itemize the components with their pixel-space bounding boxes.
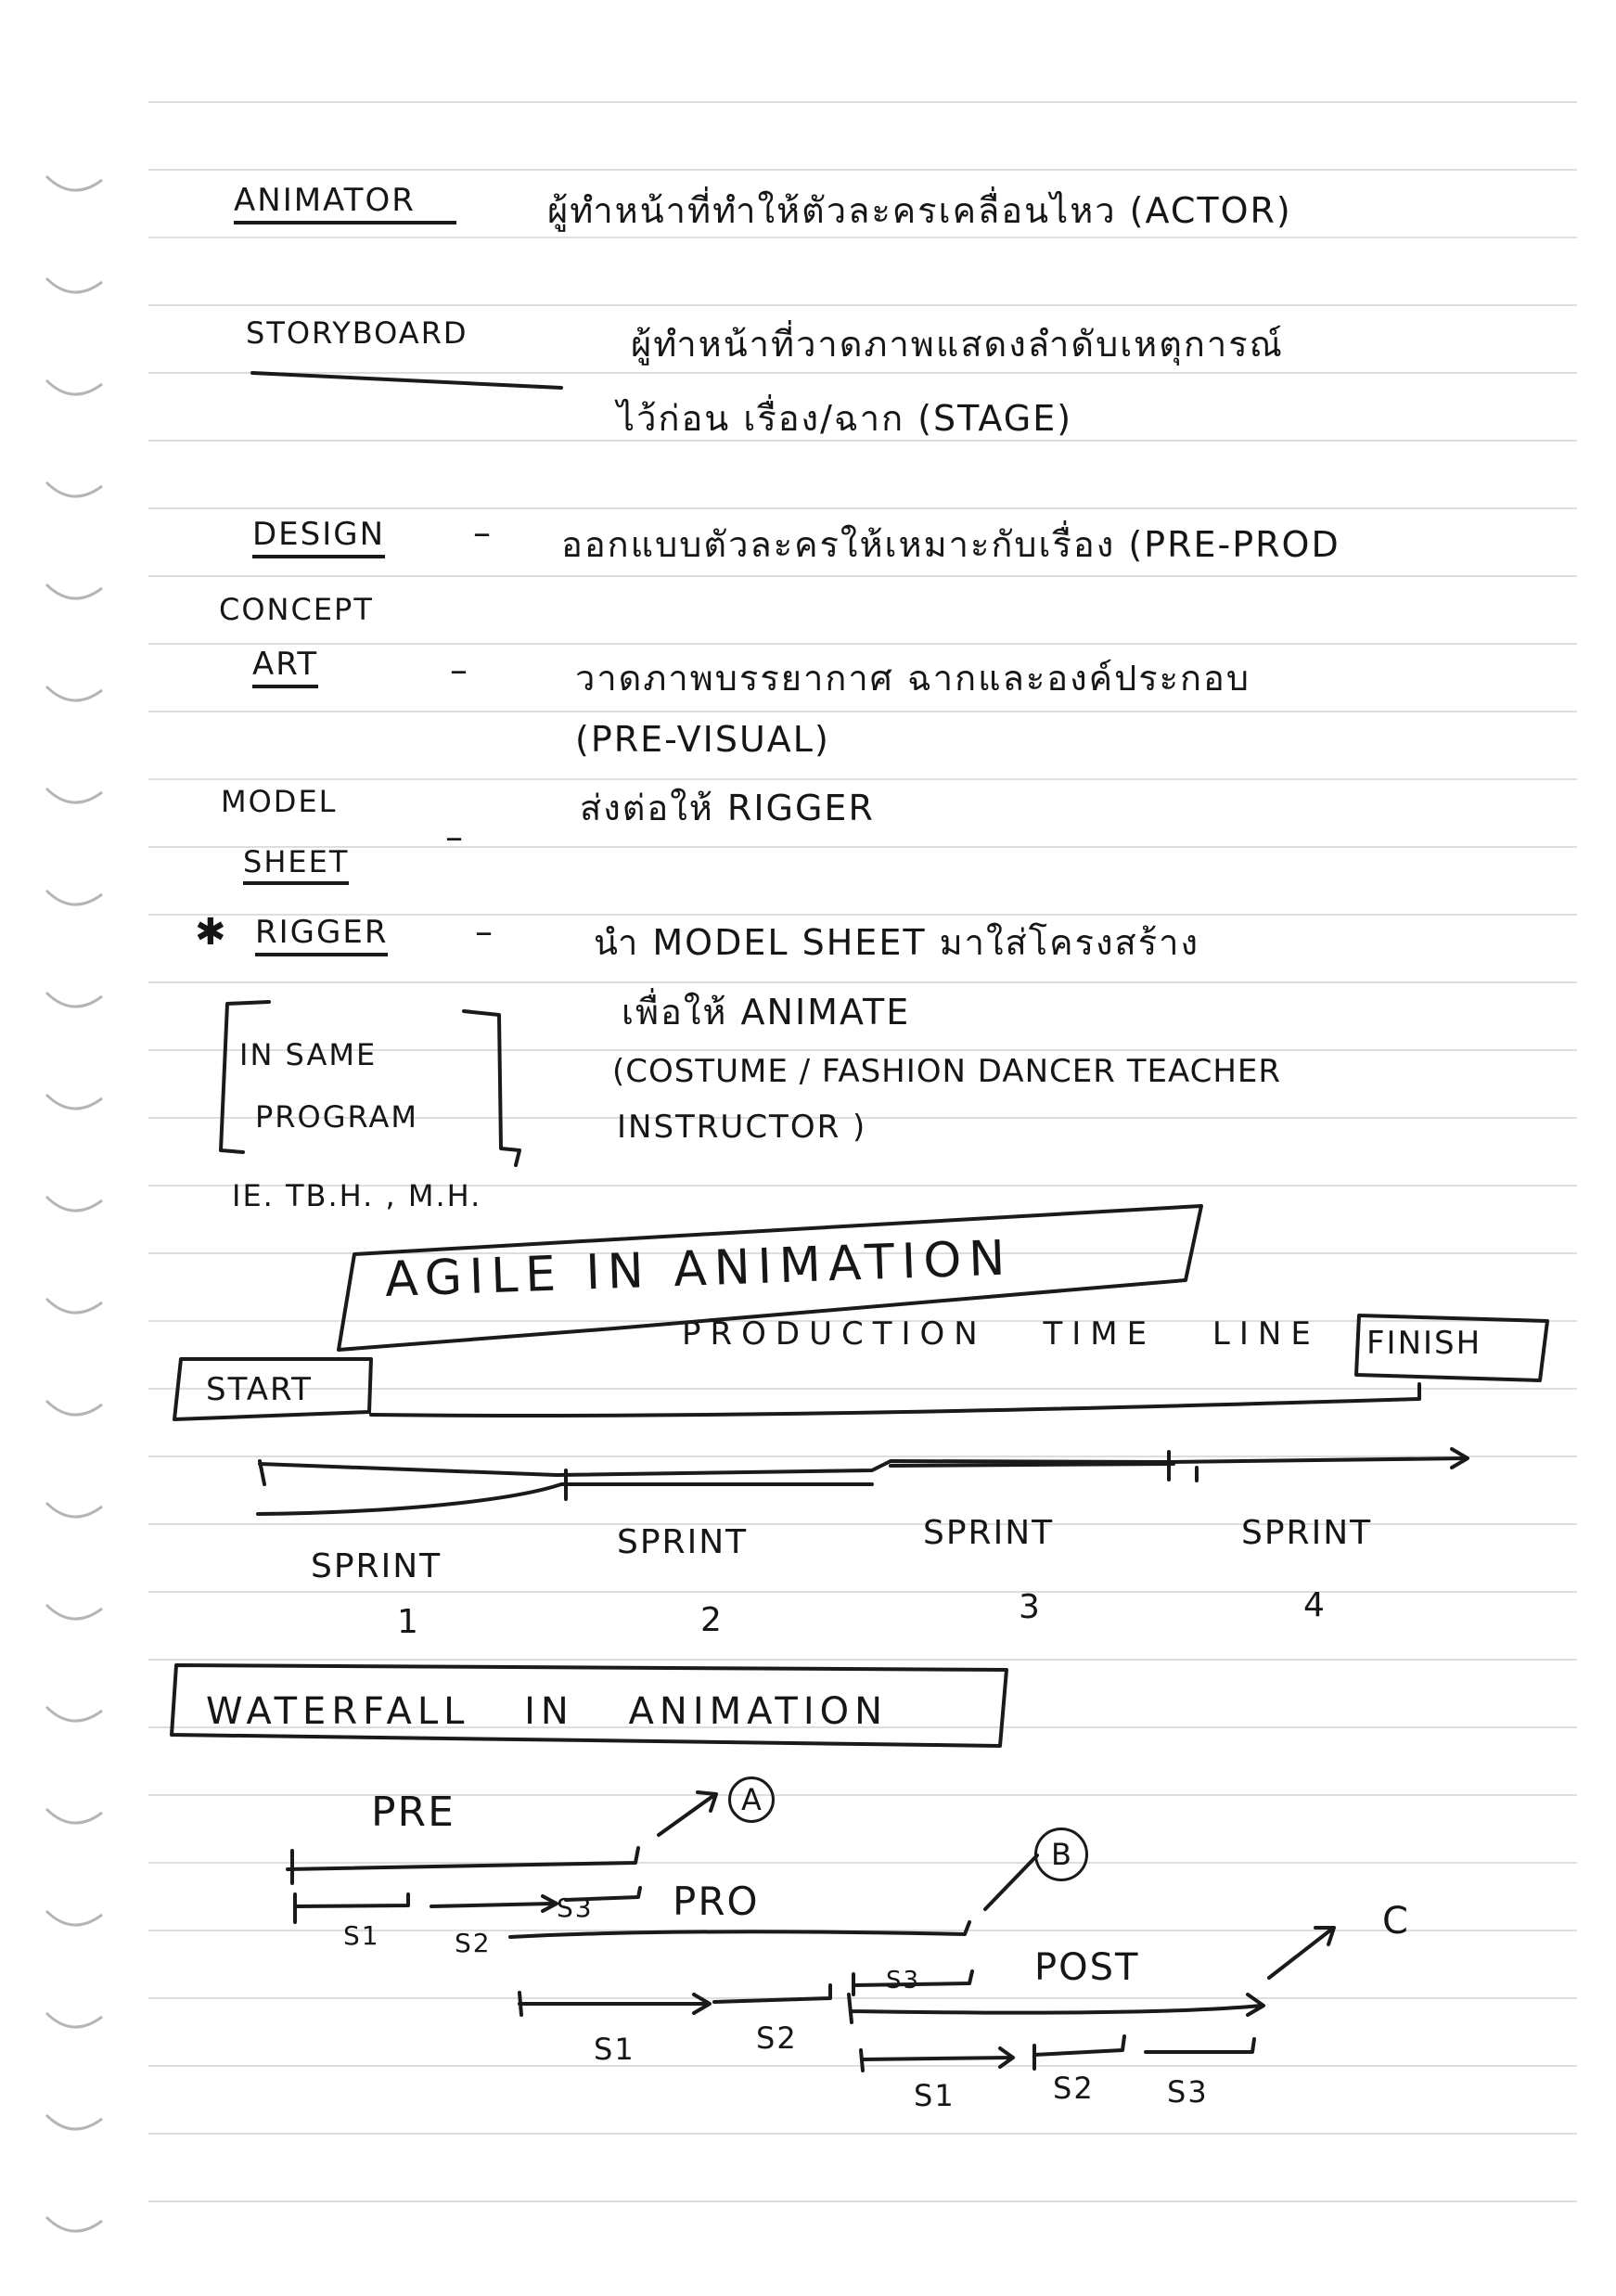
agile-subtitle: PRODUCTION TIME LINE bbox=[682, 1315, 1320, 1353]
waterfall-title-box bbox=[172, 1665, 1007, 1746]
def-rigger-line3: (COSTUME / FASHION DANCER TEACHER bbox=[612, 1053, 1282, 1090]
milestone-c: C bbox=[1382, 1900, 1408, 1943]
def-rigger-line1: นำ MODEL SHEET มาใส่โครงสร้าง bbox=[594, 922, 1200, 963]
term-animator: ANIMATOR bbox=[234, 182, 456, 224]
agile-title: AGILE IN ANIMATION bbox=[383, 1230, 1014, 1308]
agile-title-box bbox=[339, 1206, 1201, 1350]
dash-model: – bbox=[445, 816, 465, 857]
timeline-upper bbox=[371, 1384, 1419, 1416]
def-animator: ผู้ทำหน้าที่ทำให้ตัวละครเคลื่อนไหว (ACTOR) bbox=[547, 190, 1292, 231]
pro-step-2: S2 bbox=[756, 2020, 798, 2056]
phase-post-label: POST bbox=[1034, 1946, 1140, 1989]
sprint-ticks bbox=[566, 1452, 1197, 1499]
dash-design: – bbox=[473, 512, 493, 553]
waterfall-title: WATERFALL IN ANIMATION bbox=[206, 1690, 889, 1733]
post-step-2: S2 bbox=[1053, 2071, 1095, 2106]
arrow-to-b bbox=[985, 1855, 1037, 1909]
sprint-2-label: SPRINT bbox=[617, 1523, 749, 1561]
term-art: ART bbox=[252, 646, 318, 688]
sprint-4-label: SPRINT bbox=[1241, 1514, 1373, 1552]
term-sheet: SHEET bbox=[243, 844, 349, 885]
sprint-1-number: 1 bbox=[397, 1603, 420, 1641]
def-model-sheet: ส่งต่อให้ RIGGER bbox=[580, 788, 875, 828]
def-storyboard-line2: ไว้ก่อน เรื่อง/ฉาก (STAGE) bbox=[617, 398, 1073, 439]
def-rigger-line4: INSTRUCTOR ) bbox=[617, 1109, 867, 1146]
same-program-bracket bbox=[221, 1002, 269, 1152]
post-step-1: S1 bbox=[914, 2078, 955, 2113]
pre-step-1: S1 bbox=[343, 1920, 380, 1951]
term-rigger: RIGGER bbox=[255, 914, 388, 956]
same-program-line2: PROGRAM bbox=[255, 1099, 418, 1135]
start-box bbox=[174, 1359, 371, 1419]
dash-concept: – bbox=[450, 649, 469, 690]
phase-pre-label: PRE bbox=[371, 1789, 455, 1836]
pre-line bbox=[288, 1848, 640, 1922]
term-model: MODEL bbox=[221, 784, 338, 819]
pro-step-3: S3 bbox=[886, 1967, 921, 1995]
def-concept-line2: (PRE-VISUAL) bbox=[575, 719, 830, 760]
ie-note: IE. TB.H. , M.H. bbox=[232, 1178, 482, 1213]
sprint-2-number: 2 bbox=[700, 1601, 724, 1639]
def-design: ออกแบบตัวละครให้เหมาะกับเรื่อง (PRE-PROD bbox=[561, 524, 1340, 565]
arrow-to-a bbox=[659, 1792, 716, 1835]
sprint-1-label: SPRINT bbox=[311, 1547, 442, 1585]
pre-step-3: S3 bbox=[557, 1892, 594, 1923]
finish-label: FINISH bbox=[1366, 1325, 1482, 1362]
sprint-3-number: 3 bbox=[1019, 1588, 1042, 1626]
milestone-b: B bbox=[1034, 1828, 1088, 1881]
sprint-4-number: 4 bbox=[1303, 1586, 1327, 1624]
milestone-a: A bbox=[728, 1777, 775, 1823]
def-concept-line1: วาดภาพบรรยากาศ ฉากและองค์ประกอบ bbox=[575, 658, 1250, 699]
same-program-bracket-right bbox=[464, 1011, 519, 1165]
dash-rigger: – bbox=[475, 911, 494, 952]
same-program-line1: IN SAME bbox=[239, 1037, 378, 1072]
arrow-to-c bbox=[1269, 1928, 1334, 1978]
start-label: START bbox=[206, 1371, 313, 1408]
pro-line bbox=[510, 1922, 972, 2015]
sprint-line bbox=[260, 1458, 1466, 1484]
def-storyboard-line1: ผู้ทำหน้าที่วาดภาพแสดงลำดับเหตุการณ์ bbox=[631, 324, 1284, 365]
finish-box bbox=[1356, 1315, 1547, 1380]
pre-step-2: S2 bbox=[455, 1928, 492, 1958]
term-storyboard: STORYBOARD bbox=[246, 315, 468, 351]
def-rigger-line2: เพื่อให้ ANIMATE bbox=[622, 992, 911, 1033]
phase-pro-label: PRO bbox=[673, 1879, 760, 1924]
post-line bbox=[849, 1995, 1263, 2071]
term-concept: CONCEPT bbox=[219, 592, 374, 627]
sprint-3-label: SPRINT bbox=[923, 1514, 1055, 1552]
term-design: DESIGN bbox=[252, 516, 385, 558]
rigger-asterisk-icon: ✱ bbox=[195, 911, 228, 954]
post-step-3: S3 bbox=[1167, 2074, 1209, 2110]
storyboard-underline bbox=[252, 373, 561, 388]
pro-step-1: S1 bbox=[594, 2032, 635, 2067]
